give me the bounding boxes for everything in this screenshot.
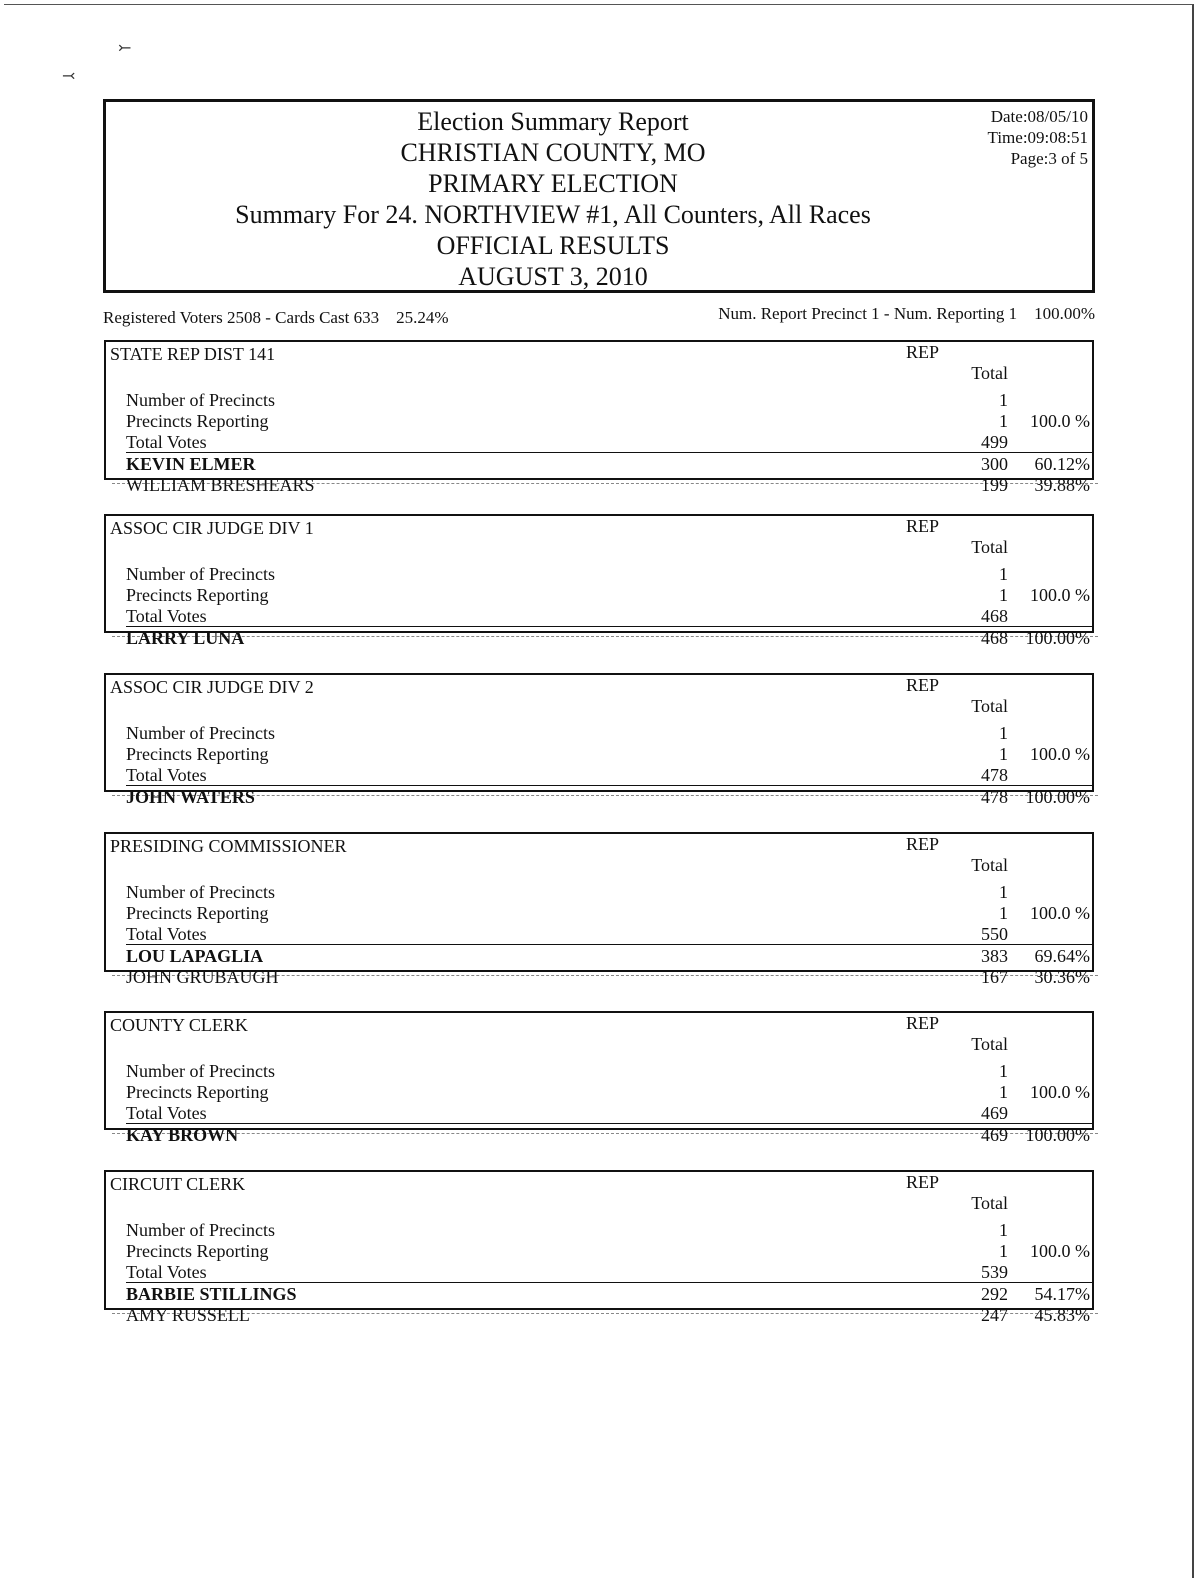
number-of-precincts-row [126, 390, 1092, 411]
candidate-percent: 60.12% [1034, 454, 1090, 474]
candidate-row [126, 787, 1092, 808]
candidate-row [126, 454, 1092, 475]
precincts-reporting-row [126, 1241, 1092, 1262]
row-value: 1 [999, 882, 1008, 902]
report-time: Time:09:08:51 [987, 128, 1088, 147]
candidate-row [126, 946, 1092, 967]
candidate-votes: 383 [981, 946, 1008, 966]
report-page: Page:3 of 5 [1010, 149, 1088, 168]
candidate-row [126, 967, 1092, 988]
candidate-row [126, 628, 1092, 649]
candidate-votes: 247 [981, 1305, 1008, 1325]
scan-artifact-mark: ⤙ [62, 68, 76, 85]
row-percent: 100.0 % [1030, 1241, 1090, 1261]
number-of-precincts-row [126, 564, 1092, 585]
party-label: REP [906, 1013, 940, 1033]
race-title: PRESIDING COMMISSIONER [110, 836, 347, 856]
race-box [104, 673, 1094, 807]
candidate-row [126, 1125, 1092, 1146]
total-column-header: Total [971, 855, 1008, 875]
race-title: CIRCUIT CLERK [110, 1174, 246, 1194]
candidate-name: WILLIAM BRESHEARS [126, 475, 315, 495]
total-column-header: Total [971, 363, 1008, 383]
row-label: Precincts Reporting [126, 903, 269, 923]
row-value: 1 [999, 1082, 1008, 1102]
candidate-votes: 469 [981, 1125, 1008, 1145]
row-label: Precincts Reporting [126, 1241, 269, 1261]
row-value: 1 [999, 1220, 1008, 1240]
turnout-summary [103, 304, 1095, 328]
row-percent: 100.0 % [1030, 1082, 1090, 1102]
row-label: Number of Precincts [126, 882, 275, 902]
party-label: REP [906, 675, 940, 695]
row-percent: 100.0 % [1030, 411, 1090, 431]
candidate-votes: 292 [981, 1284, 1008, 1304]
total-votes-row [126, 606, 1092, 627]
candidate-votes: 167 [981, 967, 1008, 987]
precincts-reporting-row [126, 903, 1092, 924]
candidate-name: JOHN WATERS [126, 787, 255, 807]
header-line: PRIMARY ELECTION [428, 169, 678, 198]
row-value: 1 [999, 723, 1008, 743]
row-label: Number of Precincts [126, 564, 275, 584]
candidate-percent: 39.88% [1034, 475, 1090, 495]
candidate-votes: 199 [981, 475, 1008, 495]
row-value: 1 [999, 744, 1008, 764]
race-title: STATE REP DIST 141 [110, 344, 276, 364]
party-label: REP [906, 516, 940, 536]
row-label: Total Votes [126, 1262, 207, 1282]
row-label: Precincts Reporting [126, 744, 269, 764]
row-value: 1 [999, 564, 1008, 584]
candidate-name: LOU LAPAGLIA [126, 946, 264, 966]
report-header [103, 99, 1095, 293]
race-title: ASSOC CIR JUDGE DIV 2 [110, 677, 314, 697]
total-votes-row [126, 924, 1092, 945]
number-of-precincts-row [126, 1061, 1092, 1082]
candidate-percent: 100.00% [1025, 628, 1090, 648]
total-votes-row [126, 432, 1092, 453]
precincts-reporting-row [126, 744, 1092, 765]
scan-artifact-mark: ⤚ [118, 40, 132, 57]
candidate-percent: 30.36% [1034, 967, 1090, 987]
total-column-header: Total [971, 696, 1008, 716]
race-box [104, 1011, 1094, 1145]
row-value: 1 [999, 585, 1008, 605]
row-value: 550 [981, 924, 1008, 944]
party-label: REP [906, 342, 940, 362]
row-label: Total Votes [126, 924, 207, 944]
party-label: REP [906, 834, 940, 854]
row-percent: 100.0 % [1030, 903, 1090, 923]
total-votes-row [126, 765, 1092, 786]
row-label: Number of Precincts [126, 1061, 275, 1081]
candidate-row [126, 1284, 1092, 1305]
candidate-percent: 100.00% [1025, 787, 1090, 807]
total-column-header: Total [971, 1193, 1008, 1213]
header-line: Election Summary Report [417, 107, 689, 136]
candidate-name: BARBIE STILLINGS [126, 1284, 297, 1304]
precincts-reporting-row [126, 411, 1092, 432]
candidate-name: LARRY LUNA [126, 628, 245, 648]
row-value: 468 [981, 606, 1008, 626]
row-value: 1 [999, 1241, 1008, 1261]
row-label: Number of Precincts [126, 723, 275, 743]
total-column-header: Total [971, 537, 1008, 557]
row-value: 539 [981, 1262, 1008, 1282]
candidate-percent: 54.17% [1034, 1284, 1090, 1304]
party-label: REP [906, 1172, 940, 1192]
candidates-divider [126, 785, 1092, 786]
row-value: 1 [999, 411, 1008, 431]
candidate-percent: 45.83% [1034, 1305, 1090, 1325]
race-title: ASSOC CIR JUDGE DIV 1 [110, 518, 314, 538]
row-label: Total Votes [126, 606, 207, 626]
number-of-precincts-row [126, 723, 1092, 744]
report-date: Date:08/05/10 [990, 107, 1088, 126]
candidates-divider [126, 452, 1092, 453]
total-votes-row [126, 1262, 1092, 1283]
row-label: Number of Precincts [126, 1220, 275, 1240]
registered-voters-summary: Registered Voters 2508 - Cards Cast 633 25.24% [103, 308, 449, 327]
candidate-votes: 300 [981, 454, 1008, 474]
row-label: Precincts Reporting [126, 411, 269, 431]
row-value: 469 [981, 1103, 1008, 1123]
row-label: Precincts Reporting [126, 1082, 269, 1102]
candidate-name: KAY BROWN [126, 1125, 239, 1145]
row-percent: 100.0 % [1030, 744, 1090, 764]
candidates-divider [126, 626, 1092, 627]
row-value: 499 [981, 432, 1008, 452]
candidate-row [126, 1305, 1092, 1326]
header-title-block [106, 106, 1092, 292]
row-value: 1 [999, 903, 1008, 923]
total-votes-row [126, 1103, 1092, 1124]
row-label: Total Votes [126, 1103, 207, 1123]
row-value: 1 [999, 1061, 1008, 1081]
candidate-percent: 69.64% [1034, 946, 1090, 966]
row-label: Number of Precincts [126, 390, 275, 410]
row-value: 478 [981, 765, 1008, 785]
candidates-divider [126, 944, 1092, 945]
race-box [104, 1170, 1094, 1325]
report-meta [988, 106, 1088, 169]
candidate-name: AMY RUSSELL [126, 1305, 250, 1325]
total-column-header: Total [971, 1034, 1008, 1054]
candidate-votes: 478 [981, 787, 1008, 807]
candidate-percent: 100.00% [1025, 1125, 1090, 1145]
candidates-divider [126, 1282, 1092, 1283]
race-box [104, 832, 1094, 987]
row-percent: 100.0 % [1030, 585, 1090, 605]
row-value: 1 [999, 390, 1008, 410]
candidate-votes: 468 [981, 628, 1008, 648]
candidate-name: JOHN GRUBAUGH [126, 967, 279, 987]
header-line: Summary For 24. NORTHVIEW #1, All Counters, All Races [235, 200, 871, 229]
header-line: AUGUST 3, 2010 [458, 262, 648, 291]
precinct-reporting-summary: Num. Report Precinct 1 - Num. Reporting 1 100.00% [718, 304, 1095, 323]
precincts-reporting-row [126, 1082, 1092, 1103]
header-line: OFFICIAL RESULTS [436, 231, 670, 260]
header-line: CHRISTIAN COUNTY, MO [400, 138, 706, 167]
row-label: Total Votes [126, 765, 207, 785]
candidate-row [126, 475, 1092, 496]
candidate-name: KEVIN ELMER [126, 454, 256, 474]
race-title: COUNTY CLERK [110, 1015, 248, 1035]
row-label: Total Votes [126, 432, 207, 452]
race-box [104, 514, 1094, 648]
number-of-precincts-row [126, 882, 1092, 903]
row-label: Precincts Reporting [126, 585, 269, 605]
candidates-divider [126, 1123, 1092, 1124]
race-box [104, 340, 1094, 495]
precincts-reporting-row [126, 585, 1092, 606]
number-of-precincts-row [126, 1220, 1092, 1241]
